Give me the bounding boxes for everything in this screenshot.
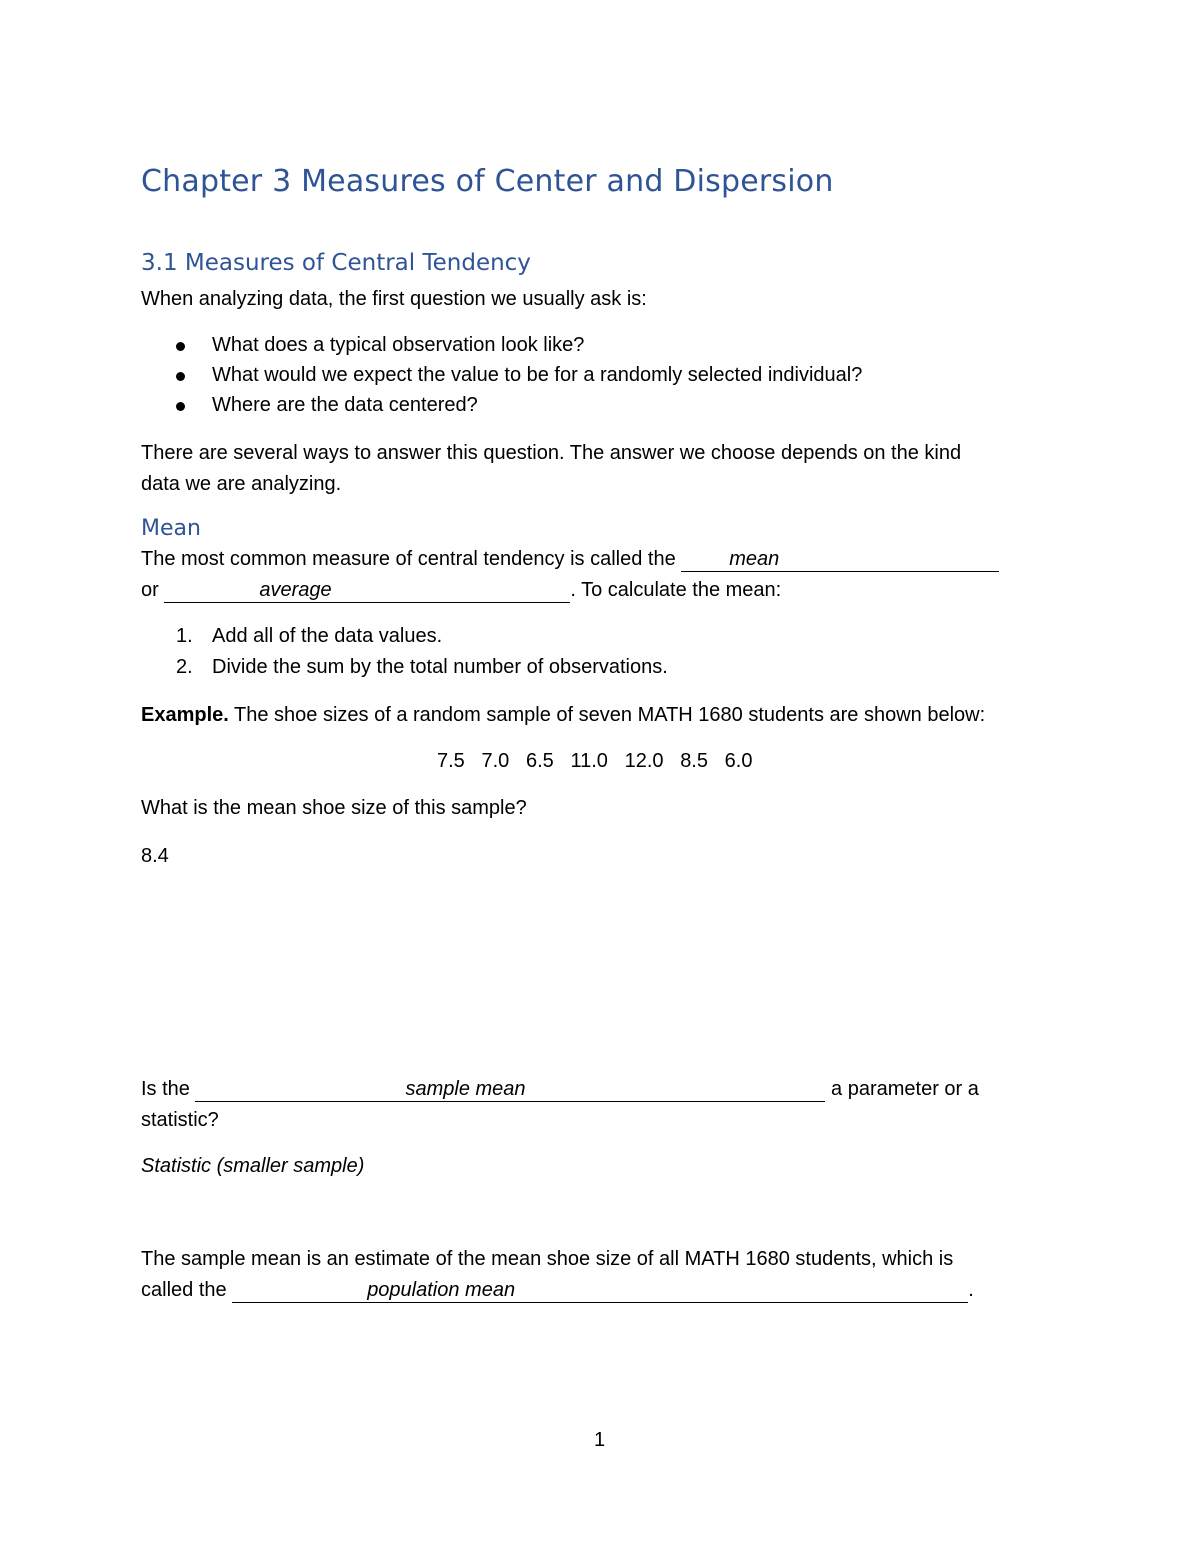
statistic-answer: Statistic (smaller sample) xyxy=(141,1155,365,1177)
fill-in-blank-population-mean: population mean xyxy=(232,1278,968,1303)
fill-in-blank-sample-mean: sample mean xyxy=(195,1077,825,1102)
example-answer: 8.4 xyxy=(141,845,169,867)
intro-text: When analyzing data, the first question we usually ask is: xyxy=(141,288,647,310)
data-value: 6.0 xyxy=(724,750,753,772)
mean-definition-line xyxy=(141,575,781,606)
definition-prefix: The most common measure of central tendency is called the xyxy=(141,548,676,570)
paragraph-line: data we are analyzing. xyxy=(141,473,342,495)
definition-suffix: . To calculate the mean: xyxy=(570,579,782,601)
paragraph-line: There are several ways to answer this question. The answer we choose depends on the kind xyxy=(141,442,962,464)
bullet-icon xyxy=(176,342,185,351)
data-value: 6.5 xyxy=(525,750,554,772)
example-question: What is the mean shoe size of this sample? xyxy=(141,797,527,819)
question-prefix: Is the xyxy=(141,1078,190,1100)
population-line: The sample mean is an estimate of the mean shoe size of all MATH 1680 students, which is xyxy=(141,1248,954,1270)
bullet-icon xyxy=(176,402,185,411)
question-suffix: a parameter or a xyxy=(825,1078,979,1100)
definition-suffix: . xyxy=(968,1279,974,1301)
step-text: Add all of the data values. xyxy=(212,625,443,647)
chapter-title: Chapter 3 Measures of Center and Dispersion xyxy=(141,164,834,199)
bullet-item: What does a typical observation look like? xyxy=(212,334,585,356)
data-value: 12.0 xyxy=(624,750,664,772)
mean-definition-line xyxy=(141,544,999,575)
mean-heading: Mean xyxy=(141,516,201,541)
step-number: 2. xyxy=(176,656,193,678)
fill-in-blank-average: average xyxy=(164,578,570,603)
example-label: Example. xyxy=(141,704,229,726)
shoe-size-data xyxy=(437,746,752,777)
step-number: 1. xyxy=(176,625,193,647)
population-definition-line xyxy=(141,1275,974,1306)
bullet-item: What would we expect the value to be for a randomly selected individual? xyxy=(212,364,863,386)
step-text: Divide the sum by the total number of observations. xyxy=(212,656,668,678)
data-value: 8.5 xyxy=(680,750,708,772)
definition-prefix: called the xyxy=(141,1279,227,1301)
data-value: 11.0 xyxy=(570,750,608,772)
example-text: The shoe sizes of a random sample of seven MATH 1680 students are shown below: xyxy=(228,704,986,726)
data-value: 7.0 xyxy=(481,750,510,772)
parameter-question-line2: statistic? xyxy=(141,1109,219,1131)
data-value: 7.5 xyxy=(437,750,465,772)
page-number: 1 xyxy=(594,1429,606,1451)
parameter-question-line xyxy=(141,1074,979,1105)
definition-prefix: or xyxy=(141,579,159,601)
bullet-icon xyxy=(176,372,185,381)
example-line xyxy=(141,700,985,731)
section-heading: 3.1 Measures of Central Tendency xyxy=(141,250,531,276)
bullet-item: Where are the data centered? xyxy=(212,394,478,416)
fill-in-blank-mean: mean xyxy=(681,547,999,572)
